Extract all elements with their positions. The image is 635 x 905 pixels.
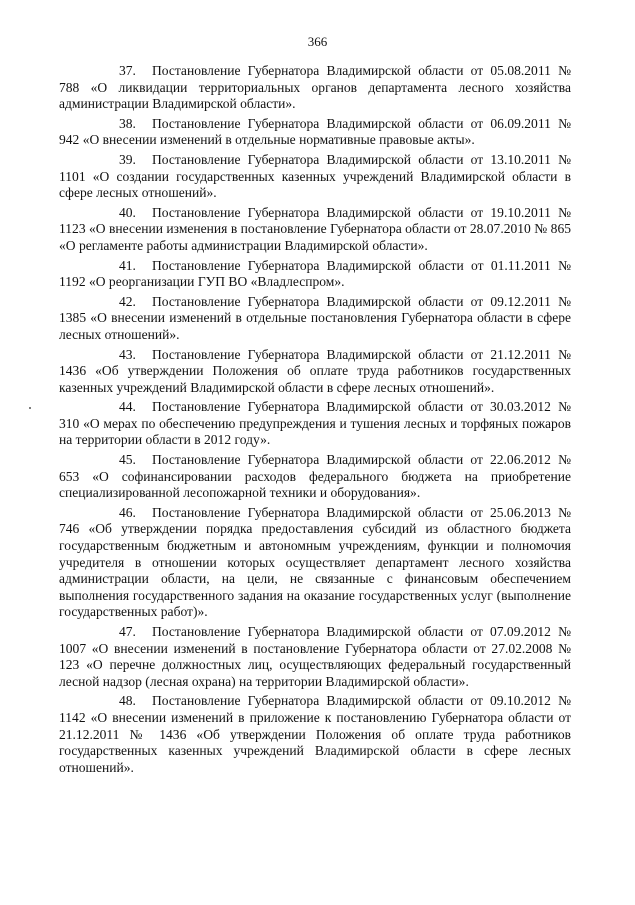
item-text: Постановление Губернатора Владимирской области от 19.10.2011 № 1123 «О внесении изменения в постановление Губернатора области от 28.07.2010 № 865 «О регламенте работы администрации Владимирской области». — [59, 204, 571, 253]
item-number: 46. — [119, 504, 136, 520]
item-text: Постановление Губернатора Владимирской области от 13.10.2011 № 1101 «О создании государственных казенных учреждений Владимирской области в сфере лесных отношений». — [59, 151, 571, 201]
item-number: 48. — [119, 693, 136, 709]
list-item — [59, 624, 571, 690]
scan-speck — [29, 407, 31, 409]
item-text: Постановление Губернатора Владимирской области от 22.06.2012 № 653 «О софинансировании расходов федерального бюджета на приобретение специализированной лесопожарной техники и оборудования». — [59, 452, 571, 501]
item-text: Постановление Губернатора Владимирской области от 30.03.2012 № 310 «О мерах по обеспечению предупреждения и тушения лесных и торфяных пожаров на территории области в 2012 году». — [59, 399, 571, 448]
item-number: 37. — [119, 63, 136, 78]
list-item — [59, 205, 571, 255]
item-text: Постановление Губернатора Владимирской области от 01.11.2011 № 1192 «О реорганизации ГУП ВО «Владлеспром». — [59, 257, 571, 290]
item-number: 39. — [119, 151, 136, 167]
list-item — [59, 63, 571, 113]
item-text: Постановление Губернатора Владимирской области от 05.08.2011 № 788 «О ликвидации территориальных органов департамента лесного хозяйства администрации Владимирской области». — [59, 63, 571, 112]
item-number: 47. — [119, 624, 136, 639]
list-item — [59, 258, 571, 291]
item-text: Постановление Губернатора Владимирской области от 21.12.2011 № 1436 «Об утверждении Положения об оплате труда работников государственных казенных учреждений Владимирской области в сфере лесных отношений». — [59, 346, 571, 395]
item-text: Постановление Губернатора Владимирской области от 09.12.2011 № 1385 «О внесении изменений в отдельные постановления Губернатора области в сфере лесных отношений». — [59, 293, 571, 342]
item-text: Постановление Губернатора Владимирской области от 06.09.2011 № 942 «О внесении изменений в отдельные нормативные правовые акты». — [59, 115, 571, 148]
item-text: Постановление Губернатора Владимирской области от 07.09.2012 № 1007 «О внесении изменений в постановление Губернатора области от 27.02.2008 № 123 «О перечне должностных лиц, осуществляющих федеральный государственный лесной надзор (лесная охрана) на территории Владимирской области». — [59, 624, 571, 689]
item-number: 41. — [119, 257, 136, 273]
list-item — [59, 152, 571, 202]
item-number: 38. — [119, 115, 136, 131]
item-number: 43. — [119, 346, 136, 362]
list-item — [59, 452, 571, 502]
list-item — [59, 294, 571, 344]
regulation-list — [59, 63, 571, 779]
item-text: Постановление Губернатора Владимирской области от 09.10.2012 № 1142 «О внесении изменений в приложение к постановлению Губернатора области от 21.12.2011 № 1436 «Об утверждении Положения об оплате труда работников государственных казенных учреждений Владимирской области в сфере лесных отношений». — [59, 693, 571, 775]
item-text: Постановление Губернатора Владимирской области от 25.06.2013 № 746 «Об утверждении порядка предоставления субсидий из областного бюджета государственным бюджетным и автономным учреждениям, функции и полномочия учредителя в отношении которых осуществляет департамент лесного хозяйства администрации области, на цели, не связанные с финансовым обеспечением выполнения государственного задания на оказание государственных услуг (выполнение государственных работ)». — [59, 504, 571, 620]
list-item — [59, 399, 571, 449]
list-item — [59, 505, 571, 621]
list-item — [59, 693, 571, 776]
item-number: 42. — [119, 293, 136, 309]
list-item — [59, 347, 571, 397]
page-number: 366 — [307, 34, 328, 49]
item-number: 44. — [119, 399, 136, 415]
item-number: 45. — [119, 452, 136, 468]
list-item — [59, 116, 571, 149]
item-number: 40. — [119, 204, 136, 220]
